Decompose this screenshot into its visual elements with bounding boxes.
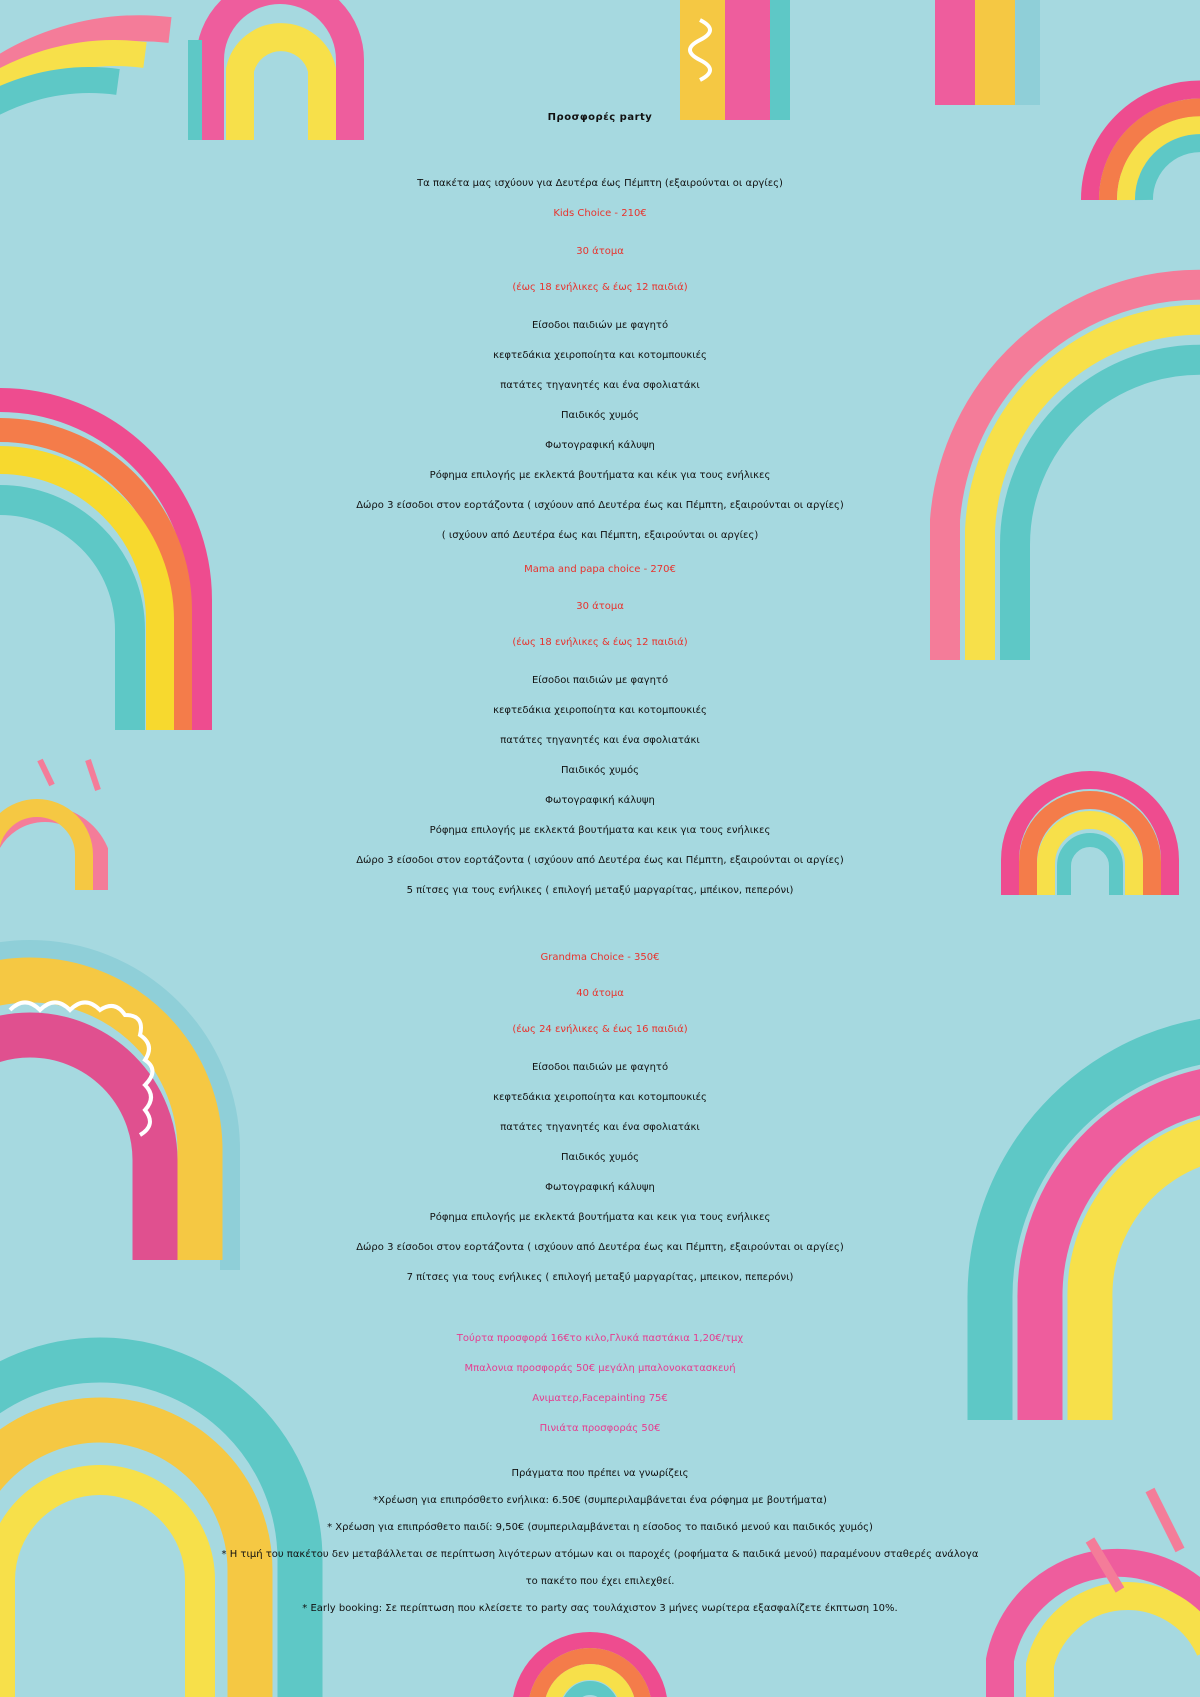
package-item: Ρόφημα επιλογής με εκλεκτά βουτήματα και κέικ για τους ενήλικες — [429, 470, 771, 481]
package-people: 30 άτομα — [576, 601, 624, 612]
note-line: * Early booking: Σε περίπτωση που κλείσετε το party σας τουλάχιστον 3 μήνες νωρίτερα εξασφαλίζετε έκπτωση 10%. — [302, 1603, 898, 1614]
package-item: 5 πίτσες για τους ενήλικες ( επιλογή μεταξύ μαργαρίτας, μπέικον, πεπερόνι) — [406, 885, 794, 896]
intro-text: Τα πακέτα μας ισχύουν για Δευτέρα έως Πέμπτη (εξαιρούνται οι αργίες) — [417, 178, 783, 189]
package-item: Δώρο 3 είσοδοι στον εορτάζοντα ( ισχύουν από Δευτέρα έως και Πέμπτη, εξαιρούνται οι αργίες) — [356, 1242, 844, 1253]
package-item: Είσοδοι παιδιών με φαγητό — [531, 1062, 669, 1073]
package-item: Φωτογραφική κάλυψη — [545, 1182, 655, 1193]
extra-offer: Πινιάτα προσφοράς 50€ — [539, 1423, 661, 1434]
package-item: Παιδικός χυμός — [561, 410, 639, 421]
notes-title: Πράγματα που πρέπει να γνωρίζεις — [511, 1468, 689, 1479]
note-line: * Η τιμή του πακέτου δεν μεταβάλλεται σε περίπτωση λιγότερων ατόμων και οι παροχές (ροφήματα & παιδικά μενού) παραμένουν σταθερές ανάλογα — [221, 1549, 979, 1560]
extra-offer: Ανιματερ,Facepainting 75€ — [532, 1393, 668, 1404]
package-composition: (έως 18 ενήλικες & έως 12 παιδιά) — [512, 282, 688, 293]
extra-offer: Μπαλονια προσφοράς 50€ μεγάλη μπαλονοκατασκευή — [464, 1363, 736, 1374]
package-item: πατάτες τηγανητές και ένα σφολιατάκι — [500, 380, 700, 391]
package-item: ( ισχύουν από Δευτέρα έως και Πέμπτη, εξαιρούνται οι αργίες) — [441, 530, 759, 541]
package-people: 40 άτομα — [576, 988, 624, 999]
package-item: Ρόφημα επιλογής με εκλεκτά βουτήματα και κεικ για τους ενήλικες — [429, 1212, 771, 1223]
package-header: Kids Choice - 210€ — [553, 208, 647, 219]
package-item: Φωτογραφική κάλυψη — [545, 440, 655, 451]
package-header: Mama and papa choice - 270€ — [524, 564, 676, 575]
package-people: 30 άτομα — [576, 246, 624, 257]
note-line: * Χρέωση για επιπρόσθετο παιδί: 9,50€ (συμπεριλαμβάνεται η είσοδος το παιδικό μενού και παιδικός χυμός) — [327, 1522, 873, 1533]
note-line: το πακέτο που έχει επιλεχθεί. — [525, 1576, 675, 1587]
package-item: πατάτες τηγανητές και ένα σφολιατάκι — [500, 1122, 700, 1133]
package-header: Grandma Choice - 350€ — [540, 952, 660, 963]
package-item: 7 πίτσες για τους ενήλικες ( επιλογή μεταξύ μαργαρίτας, μπεικον, πεπερόνι) — [406, 1272, 794, 1283]
package-item: κεφτεδάκια χειροποίητα και κοτομπουκιές — [493, 350, 707, 361]
extra-offer: Τούρτα προσφορά 16€το κιλο,Γλυκά παστάκια 1,20€/τμχ — [456, 1333, 744, 1344]
note-line: *Χρέωση για επιπρόσθετο ενήλικα: 6.50€ (συμπεριλαμβάνεται ένα ρόφημα με βουτήματα) — [373, 1495, 827, 1506]
page-title: Προσφορές party — [547, 112, 653, 123]
package-item: Είσοδοι παιδιών με φαγητό — [531, 320, 669, 331]
package-item: Φωτογραφική κάλυψη — [545, 795, 655, 806]
package-item: κεφτεδάκια χειροποίητα και κοτομπουκιές — [493, 705, 707, 716]
package-composition: (έως 18 ενήλικες & έως 12 παιδιά) — [512, 637, 688, 648]
package-item: Ρόφημα επιλογής με εκλεκτά βουτήματα και κεικ για τους ενήλικες — [429, 825, 771, 836]
package-item: Δώρο 3 είσοδοι στον εορτάζοντα ( ισχύουν από Δευτέρα έως και Πέμπτη, εξαιρούνται οι αργίες) — [356, 855, 844, 866]
package-item: Παιδικός χυμός — [561, 1152, 639, 1163]
package-item: Παιδικός χυμός — [561, 765, 639, 776]
package-composition: (έως 24 ενήλικες & έως 16 παιδιά) — [512, 1024, 688, 1035]
package-item: Δώρο 3 είσοδοι στον εορτάζοντα ( ισχύουν από Δευτέρα έως και Πέμπτη, εξαιρούνται οι αργίες) — [356, 500, 844, 511]
package-item: πατάτες τηγανητές και ένα σφολιατάκι — [500, 735, 700, 746]
package-item: Είσοδοι παιδιών με φαγητό — [531, 675, 669, 686]
package-item: κεφτεδάκια χειροποίητα και κοτομπουκιές — [493, 1092, 707, 1103]
